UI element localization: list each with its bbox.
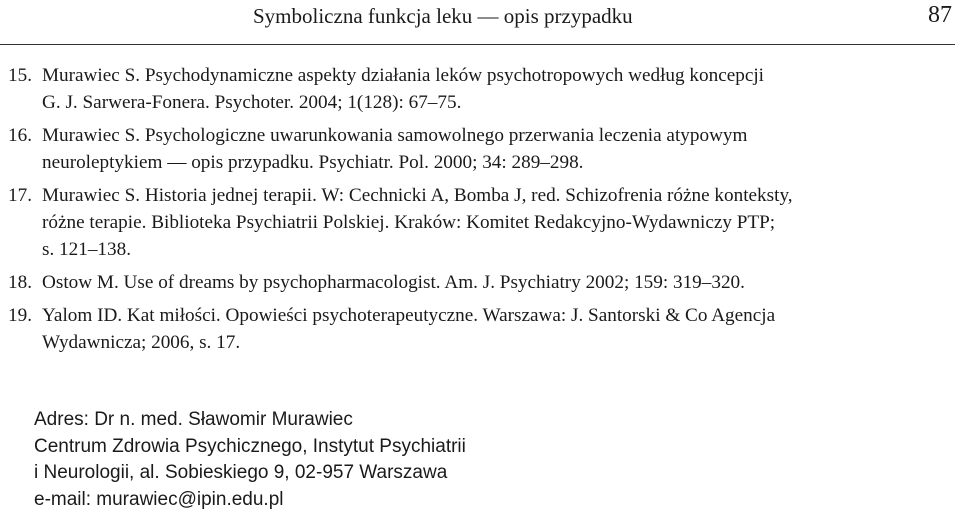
page-number: 87: [928, 2, 952, 28]
address-line: Adres: Dr n. med. Sławomir Murawiec: [34, 409, 353, 430]
reference-text-line: Murawiec S. Psychodynamiczne aspekty działania leków psychotropowych według koncepcji: [42, 65, 764, 86]
header-rule: [0, 44, 955, 45]
reference-text-line: Ostow M. Use of dreams by psychopharmacologist. Am. J. Psychiatry 2002; 159: 319–320.: [42, 272, 745, 293]
reference-text-line: s. 121–138.: [42, 239, 132, 260]
email-line: e-mail: murawiec@ipin.edu.pl: [34, 488, 284, 510]
address-line: Centrum Zdrowia Psychicznego, Instytut Psychiatrii: [34, 435, 466, 457]
reference-text-line: Murawiec S. Historia jednej terapii. W: Cechnicki A, Bomba J, red. Schizofrenia różne konteksty,: [42, 185, 793, 206]
running-title: Symboliczna funkcja leku — opis przypadku: [253, 4, 633, 28]
reference-text-line: Murawiec S. Psychologiczne uwarunkowania samowolnego przerwania leczenia atypowym: [42, 125, 748, 146]
reference-item-19: [0, 302, 960, 356]
reference-text-line: neuroleptykiem — opis przypadku. Psychiatr. Pol. 2000; 34: 289–298.: [42, 152, 584, 173]
reference-text-line: Yalom ID. Kat miłości. Opowieści psychoterapeutyczne. Warszawa: J. Santorski & Co Agencja: [42, 305, 776, 326]
reference-item-18: [0, 269, 960, 296]
reference-item-16: [0, 122, 960, 176]
reference-number: 18.: [8, 272, 32, 293]
reference-number: 16.: [8, 125, 32, 146]
reference-text-line: różne terapie. Biblioteka Psychiatrii Polskiej. Kraków: Komitet Redakcyjno-Wydawniczy PTP;: [42, 212, 776, 233]
reference-number: 17.: [8, 185, 32, 206]
page-header: [0, 0, 960, 46]
reference-list: [0, 62, 960, 362]
address-line: i Neurologii, al. Sobieskiego 9, 02-957 Warszawa: [34, 462, 448, 483]
reference-text-line: G. J. Sarwera-Fonera. Psychoter. 2004; 1(128): 67–75.: [42, 92, 462, 113]
reference-text-line: Wydawnicza; 2006, s. 17.: [42, 332, 241, 353]
reference-item-15: [0, 62, 960, 116]
reference-item-17: [0, 182, 960, 263]
correspondence-address: [34, 407, 466, 513]
reference-number: 19.: [8, 305, 32, 326]
reference-number: 15.: [8, 65, 32, 86]
